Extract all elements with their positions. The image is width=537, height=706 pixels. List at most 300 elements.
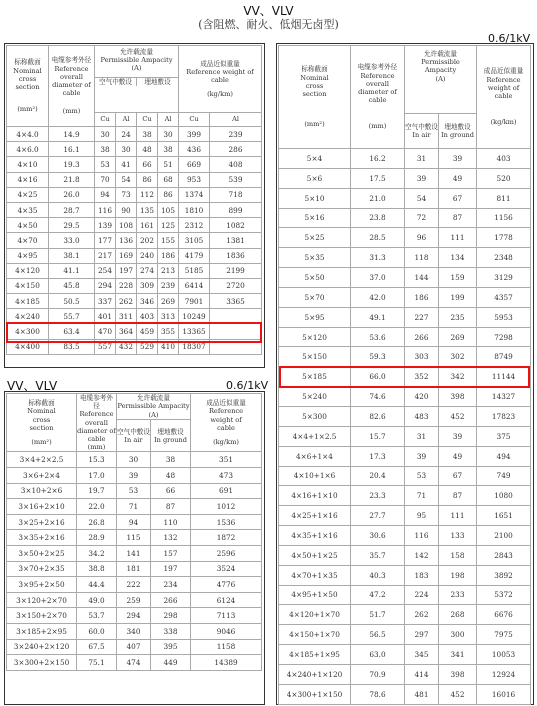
table-cell: 39	[439, 149, 477, 169]
table-cell: 31	[405, 426, 439, 446]
cell-section: 3×95+2×50	[7, 577, 77, 593]
cell-section: 4×16	[7, 172, 49, 187]
table-cell: 375	[477, 426, 531, 446]
table-cell: 432	[116, 339, 137, 354]
table-cell: 718	[210, 187, 262, 202]
table-cell: 23.8	[351, 208, 405, 228]
table-cell: 520	[477, 168, 531, 188]
table-cell: 953	[179, 172, 210, 187]
cell-section: 3×4+2×2.5	[7, 452, 77, 468]
table-row	[279, 486, 531, 506]
page-title: VV、VLV	[243, 4, 294, 18]
table-cell: 1836	[210, 248, 262, 263]
table-cell: 94	[95, 187, 116, 202]
table-cell: 233	[439, 585, 477, 605]
table-cell: 136	[116, 233, 137, 248]
table-cell: 414	[405, 664, 439, 684]
table-cell: 274	[137, 263, 158, 278]
table-cell: 35.7	[351, 545, 405, 565]
table-cell: 21.0	[351, 188, 405, 208]
cell-section: 3×70+2×35	[7, 561, 77, 577]
cell-section: 5×25	[279, 228, 351, 248]
table-cell: 1374	[179, 187, 210, 202]
table-row	[7, 577, 262, 593]
table-cell: 239	[210, 127, 262, 142]
cell-section: 4×6+1×4	[279, 446, 351, 466]
table-cell: 262	[116, 294, 137, 309]
table-cell: 67.5	[77, 639, 117, 655]
table-cell: 401	[95, 309, 116, 324]
table-cell: 2596	[191, 545, 262, 561]
table-row	[279, 426, 531, 446]
table-cell: 68	[158, 172, 179, 187]
table-cell: 38	[95, 142, 116, 157]
table-row	[7, 499, 262, 515]
table-cell: 39	[405, 168, 439, 188]
table-row	[7, 202, 262, 217]
cell-section: 3×120+2×70	[7, 592, 77, 608]
header-cu: Cu	[95, 113, 116, 127]
table-cell: 300	[439, 625, 477, 645]
table-row	[279, 208, 531, 228]
table-cell: 4179	[179, 248, 210, 263]
table-cell: 3365	[210, 294, 262, 309]
table-cell: 7113	[191, 608, 262, 624]
table-cell: 40.3	[351, 565, 405, 585]
table-cell: 50.5	[49, 294, 95, 309]
table-cell: 202	[137, 233, 158, 248]
table-row	[7, 483, 262, 499]
table-cell: 186	[158, 248, 179, 263]
table-cell: 67	[439, 188, 477, 208]
table-cell: 20.4	[351, 466, 405, 486]
table-cell: 38	[151, 452, 191, 468]
cell-section: 4×300	[7, 324, 49, 339]
table-cell: 2720	[210, 278, 262, 293]
table-cell: 87	[439, 208, 477, 228]
table-cell: 87	[151, 499, 191, 515]
table-row	[279, 664, 531, 684]
table-cell: 224	[405, 585, 439, 605]
table-cell: 19.7	[77, 483, 117, 499]
header-cu: Cu	[179, 113, 210, 127]
table-cell: 459	[137, 324, 158, 339]
table-row	[7, 263, 262, 278]
header-in-air: 空气中敷设 In air	[117, 420, 151, 452]
cell-section: 5×300	[279, 406, 351, 426]
table-cell: 259	[117, 592, 151, 608]
header-al: Al	[158, 113, 179, 127]
table-cell: 125	[158, 218, 179, 233]
table-cell: 59.3	[351, 347, 405, 367]
cell-section: 3×240+2×120	[7, 639, 77, 655]
cell-section: 5×95	[279, 307, 351, 327]
table-cell: 217	[95, 248, 116, 263]
table-row	[7, 187, 262, 202]
table-cell: 28.5	[351, 228, 405, 248]
table-cell: 436	[179, 142, 210, 157]
table-cell: 302	[439, 347, 477, 367]
table-cell: 269	[158, 294, 179, 309]
table-cell: 7901	[179, 294, 210, 309]
table-cell: 1651	[477, 506, 531, 526]
cell-section: 4×35+1×16	[279, 526, 351, 546]
table-cell: 1778	[477, 228, 531, 248]
table-cell: 75.1	[77, 655, 117, 671]
table-cell: 691	[191, 483, 262, 499]
table-cell: 63.0	[351, 645, 405, 665]
table-cell: 161	[137, 218, 158, 233]
table-cell: 352	[405, 367, 439, 387]
table-b	[6, 393, 262, 671]
table-cell: 1082	[210, 218, 262, 233]
table-cell: 351	[191, 452, 262, 468]
table-cell: 70	[95, 172, 116, 187]
table-cell: 95	[405, 506, 439, 526]
table-cell: 3129	[477, 268, 531, 288]
table-cell: 155	[158, 233, 179, 248]
table-cell: 22.0	[77, 499, 117, 515]
table-cell: 48	[151, 468, 191, 484]
cell-section: 4×4.0	[7, 127, 49, 142]
cell-section: 4×300+1×150	[279, 684, 351, 704]
table-row	[7, 172, 262, 187]
table-cell: 483	[405, 406, 439, 426]
table-cell	[210, 339, 262, 354]
cell-section: 5×240	[279, 387, 351, 407]
table-cell: 78.6	[351, 684, 405, 704]
table-cell: 21.8	[49, 172, 95, 187]
header-ampacity: 允许载流量 Permissible Ampacity (A) 空气中敷设 埋地敷设	[95, 46, 179, 113]
table-cell: 169	[116, 248, 137, 263]
table-cell: 227	[405, 307, 439, 327]
table-cell: 139	[95, 218, 116, 233]
table-row	[279, 506, 531, 526]
table-row	[7, 452, 262, 468]
table-cell: 557	[95, 339, 116, 354]
table-row	[279, 565, 531, 585]
table-cell: 39	[405, 446, 439, 466]
cell-section: 5×185	[279, 367, 351, 387]
table-cell: 71	[117, 499, 151, 515]
cell-section: 4×70+1×35	[279, 565, 351, 585]
cell-section: 4×95	[7, 248, 49, 263]
cell-section: 4×16+1×10	[279, 486, 351, 506]
table-cell: 44.4	[77, 577, 117, 593]
table-cell: 116	[95, 202, 116, 217]
table-cell: 298	[151, 608, 191, 624]
table-cell: 9046	[191, 623, 262, 639]
table-cell: 53	[405, 466, 439, 486]
table-cell: 38.8	[77, 561, 117, 577]
table-cell: 38.1	[49, 248, 95, 263]
table-cell: 2199	[210, 263, 262, 278]
cell-section: 5×120	[279, 327, 351, 347]
table-cell: 159	[439, 268, 477, 288]
table-cell: 403	[137, 309, 158, 324]
table-cell: 111	[439, 228, 477, 248]
cell-section: 5×150	[279, 347, 351, 367]
table-row	[279, 248, 531, 268]
cell-section: 4×120	[7, 263, 49, 278]
table-row	[7, 608, 262, 624]
table-cell: 1012	[191, 499, 262, 515]
table-cell: 90	[116, 202, 137, 217]
cell-section: 3×10+2×6	[7, 483, 77, 499]
table-row	[7, 623, 262, 639]
table-cell: 6124	[191, 592, 262, 608]
table-cell: 24	[116, 127, 137, 142]
table-cell: 42.0	[351, 287, 405, 307]
table-cell: 197	[151, 561, 191, 577]
cell-section: 4×150	[7, 278, 49, 293]
header-in-air: 空气中敷设 In air	[405, 114, 439, 149]
table-cell: 16.2	[351, 149, 405, 169]
table-cell: 49.0	[77, 592, 117, 608]
table-cell: 262	[405, 605, 439, 625]
table-cell: 49	[439, 168, 477, 188]
cell-section: 4×50+1×25	[279, 545, 351, 565]
table-cell: 158	[439, 545, 477, 565]
table-row	[7, 157, 262, 172]
table-cell: 410	[158, 339, 179, 354]
table-row	[279, 387, 531, 407]
table-row	[279, 188, 531, 208]
table-row	[7, 639, 262, 655]
table-row	[7, 218, 262, 233]
table-row	[7, 545, 262, 561]
table-cell: 403	[477, 149, 531, 169]
table-cell: 183	[405, 565, 439, 585]
table-row	[7, 514, 262, 530]
page-subtitle: (含阻燃、耐火、低烟无卤型)	[198, 18, 339, 31]
table-cell: 473	[191, 468, 262, 484]
table-cell: 228	[116, 278, 137, 293]
table-cell: 452	[439, 406, 477, 426]
table-cell: 38	[158, 142, 179, 157]
table-cell: 4357	[477, 287, 531, 307]
table-cell: 177	[95, 233, 116, 248]
table-a	[6, 45, 262, 355]
table-cell: 3105	[179, 233, 210, 248]
table-cell: 26.0	[49, 187, 95, 202]
table-row	[279, 645, 531, 665]
table-cell: 53.6	[351, 327, 405, 347]
table-cell: 142	[405, 545, 439, 565]
table-cell: 12924	[477, 664, 531, 684]
table-cell: 87	[439, 486, 477, 506]
table-cell: 181	[117, 561, 151, 577]
table-cell: 197	[116, 263, 137, 278]
table-row	[279, 446, 531, 466]
table-cell: 268	[439, 605, 477, 625]
table-cell: 38	[137, 127, 158, 142]
table-cell: 5372	[477, 585, 531, 605]
table-cell: 27.7	[351, 506, 405, 526]
table-cell: 2348	[477, 248, 531, 268]
table-row	[279, 625, 531, 645]
table-c	[278, 45, 531, 705]
cell-section: 4×95+1×50	[279, 585, 351, 605]
table-cell: 135	[137, 202, 158, 217]
table-cell: 199	[439, 287, 477, 307]
table-cell: 71	[405, 486, 439, 506]
table-cell: 186	[405, 287, 439, 307]
table-row	[279, 287, 531, 307]
table-cell: 29.5	[49, 218, 95, 233]
header-diameter: 电缆参考外径 Reference overall diameter of cable (mm)	[351, 46, 405, 149]
table-cell: 30	[117, 452, 151, 468]
table-cell: 72	[405, 208, 439, 228]
header-in-air: 空气中敷设	[95, 77, 137, 86]
table-row	[7, 592, 262, 608]
table-cell: 16.1	[49, 142, 95, 157]
table-cell: 470	[95, 324, 116, 339]
table-cell: 309	[137, 278, 158, 293]
table-cell: 53.7	[77, 608, 117, 624]
cell-section: 3×16+2×10	[7, 499, 77, 515]
table-cell: 222	[117, 577, 151, 593]
table-cell: 83.5	[49, 339, 95, 354]
table-cell: 67	[439, 466, 477, 486]
table-row	[279, 684, 531, 704]
header-al: Al	[210, 113, 262, 127]
table-row	[279, 545, 531, 565]
table-cell: 31	[405, 149, 439, 169]
table-cell: 3892	[477, 565, 531, 585]
table-cell: 14327	[477, 387, 531, 407]
table-cell: 74.6	[351, 387, 405, 407]
table-cell: 2100	[477, 526, 531, 546]
table-cell: 41	[116, 157, 137, 172]
table-cell: 4776	[191, 577, 262, 593]
table-cell: 30.6	[351, 526, 405, 546]
table-cell: 355	[158, 324, 179, 339]
table-cell	[210, 324, 262, 339]
table-row	[7, 561, 262, 577]
cell-section: 4×10+1×6	[279, 466, 351, 486]
table-cell	[210, 309, 262, 324]
header-weight: 成品近似重量 Reference weight of cable (kg/km)	[477, 46, 531, 149]
table-cell: 112	[137, 187, 158, 202]
table-row	[7, 468, 262, 484]
table-cell: 45.8	[49, 278, 95, 293]
table-cell: 240	[137, 248, 158, 263]
cell-section: 4×150+1×70	[279, 625, 351, 645]
table-cell: 31.3	[351, 248, 405, 268]
cell-section: 4×185+1×95	[279, 645, 351, 665]
table-row	[279, 307, 531, 327]
table-cell: 17.3	[351, 446, 405, 466]
table-cell: 5953	[477, 307, 531, 327]
table-cell: 14389	[191, 655, 262, 671]
header-ampacity: 允许载流量 Permissible Ampacity (A)	[405, 46, 477, 114]
cell-section: 3×150+2×70	[7, 608, 77, 624]
table-cell: 110	[151, 514, 191, 530]
table-cell: 6676	[477, 605, 531, 625]
cell-section: 4×10	[7, 157, 49, 172]
table-row	[7, 127, 262, 142]
table-cell: 1156	[477, 208, 531, 228]
table-row	[279, 228, 531, 248]
table-cell: 66.0	[351, 367, 405, 387]
table-cell: 1080	[477, 486, 531, 506]
cell-section: 5×35	[279, 248, 351, 268]
table-cell: 6414	[179, 278, 210, 293]
table-cell: 28.7	[49, 202, 95, 217]
table-cell: 3524	[191, 561, 262, 577]
table-cell: 141	[117, 545, 151, 561]
table-cell: 297	[405, 625, 439, 645]
header-in-ground: 埋地敷设 In ground	[151, 420, 191, 452]
table-cell: 30	[95, 127, 116, 142]
table-row	[279, 149, 531, 169]
table-cell: 198	[439, 565, 477, 585]
table-cell: 82.6	[351, 406, 405, 426]
cell-section: 3×50+2×25	[7, 545, 77, 561]
table-cell: 115	[117, 530, 151, 546]
table-cell: 13365	[179, 324, 210, 339]
header-weight: 成品近似重量 Reference weight of cable (kg/km)	[179, 46, 262, 113]
cell-section: 4×240+1×120	[279, 664, 351, 684]
table-cell: 7298	[477, 327, 531, 347]
table-cell: 49	[439, 446, 477, 466]
cell-section: 5×16	[279, 208, 351, 228]
table-cell: 66	[151, 483, 191, 499]
table-cell: 48	[137, 142, 158, 157]
table-cell: 17.0	[77, 468, 117, 484]
table-cell: 49.1	[351, 307, 405, 327]
table-cell: 266	[405, 327, 439, 347]
table-cell: 73	[116, 187, 137, 202]
header-section: 标称截面 Nominal cross section (mm²)	[7, 46, 49, 127]
table-cell: 111	[439, 506, 477, 526]
table-cell: 474	[117, 655, 151, 671]
table-cell: 19.3	[49, 157, 95, 172]
cell-section: 4×25+1×16	[279, 506, 351, 526]
table-cell: 669	[179, 157, 210, 172]
table-cell: 340	[117, 623, 151, 639]
table-cell: 407	[117, 639, 151, 655]
table-row	[7, 248, 262, 263]
table-cell: 449	[151, 655, 191, 671]
table-cell: 494	[477, 446, 531, 466]
table-cell: 10249	[179, 309, 210, 324]
header-in-ground: 埋地敷设 In ground	[439, 114, 477, 149]
table-cell: 94	[117, 514, 151, 530]
cell-section: 5×10	[279, 188, 351, 208]
table-cell: 5185	[179, 263, 210, 278]
table-cell: 338	[151, 623, 191, 639]
table-row	[7, 142, 262, 157]
table-cell: 1381	[210, 233, 262, 248]
table-cell: 1872	[191, 530, 262, 546]
table-cell: 15.3	[77, 452, 117, 468]
table-row	[7, 530, 262, 546]
table-cell: 16016	[477, 684, 531, 704]
table-cell: 346	[137, 294, 158, 309]
table-cell: 157	[151, 545, 191, 561]
table-cell: 15.7	[351, 426, 405, 446]
table-cell: 54	[116, 172, 137, 187]
table-cell: 33.0	[49, 233, 95, 248]
table-cell: 17823	[477, 406, 531, 426]
table-cell: 213	[158, 263, 179, 278]
cell-section: 3×6+2×4	[7, 468, 77, 484]
table-row	[7, 278, 262, 293]
table-cell: 311	[116, 309, 137, 324]
table-cell: 8749	[477, 347, 531, 367]
